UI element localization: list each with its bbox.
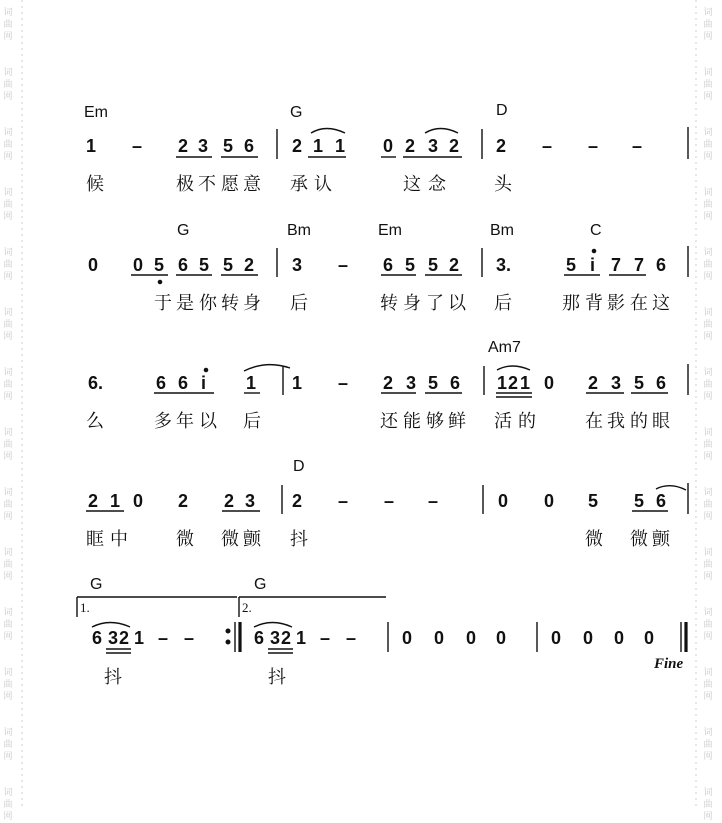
- lyric-char: 微: [585, 529, 603, 550]
- note: 2: [449, 136, 460, 156]
- note: –: [338, 491, 349, 511]
- watermark-char: 网: [3, 392, 13, 402]
- note: –: [632, 136, 643, 156]
- lyric-char: 身: [243, 293, 261, 314]
- watermark-char: 网: [703, 692, 713, 702]
- note: 2: [119, 628, 130, 648]
- lyric-char: 颤: [652, 529, 670, 550]
- lyric-char: 活: [494, 411, 512, 432]
- watermark-char: 网: [3, 452, 13, 462]
- watermark-char: 曲: [703, 260, 713, 270]
- lyric-char: 那: [562, 293, 580, 314]
- watermark-char: 词: [703, 548, 713, 558]
- lyric-char: 么: [86, 411, 104, 432]
- note: 0: [466, 628, 477, 648]
- note: 2: [508, 373, 519, 393]
- first-ending-label: 1.: [80, 600, 90, 615]
- watermark-char: 词: [703, 8, 713, 18]
- watermark-char: 词: [3, 668, 13, 678]
- watermark-char: 网: [703, 272, 713, 282]
- chord-label: Em: [84, 104, 108, 121]
- note: –: [384, 491, 395, 511]
- lyric-char: 极: [176, 174, 194, 195]
- chord-label: Bm: [490, 222, 514, 239]
- note: 1: [246, 373, 257, 393]
- note: 3: [270, 628, 281, 648]
- lyric-char: 后: [243, 411, 261, 432]
- chord-label: G: [290, 104, 303, 121]
- watermark-char: 曲: [3, 260, 13, 270]
- lyric-char: 不: [198, 174, 216, 195]
- watermark-char: 词: [703, 488, 713, 498]
- note: –: [158, 628, 169, 648]
- watermark-char: 曲: [3, 320, 13, 330]
- watermark-char: 词: [3, 728, 13, 738]
- note: 6: [178, 373, 189, 393]
- note: 5: [154, 255, 165, 275]
- watermark-char: 曲: [3, 200, 13, 210]
- lyric-char: 你: [199, 293, 217, 314]
- watermark-char: 曲: [703, 80, 713, 90]
- note: 1: [292, 373, 303, 393]
- watermark-char: 曲: [703, 200, 713, 210]
- lyric-char: 能: [403, 411, 421, 432]
- note: 2: [449, 255, 460, 275]
- watermark-char: 网: [703, 572, 713, 582]
- note: –: [320, 628, 331, 648]
- watermark-char: 词: [3, 428, 13, 438]
- watermark-char: 网: [703, 752, 713, 762]
- watermark-char: 曲: [703, 140, 713, 150]
- lyric-char: 念: [428, 174, 446, 195]
- lyric-char: 以: [448, 293, 466, 314]
- lyric-char: 后: [290, 293, 308, 314]
- note: –: [184, 628, 195, 648]
- watermark-char: 曲: [703, 380, 713, 390]
- watermark-char: 曲: [703, 500, 713, 510]
- lyric-char: 我: [607, 411, 625, 432]
- note: 3: [428, 136, 439, 156]
- watermark-char: 曲: [3, 440, 13, 450]
- watermark-char: 词: [3, 608, 13, 618]
- lyric-char: 微: [176, 529, 194, 550]
- watermark-char: 网: [703, 32, 713, 42]
- note: –: [346, 628, 357, 648]
- note: 5: [199, 255, 210, 275]
- watermark-char: 曲: [703, 20, 713, 30]
- chord-label: D: [496, 102, 508, 119]
- watermark-char: 词: [3, 308, 13, 318]
- note: –: [428, 491, 439, 511]
- note: 5: [634, 491, 645, 511]
- note: 0: [583, 628, 594, 648]
- note: 0: [496, 628, 507, 648]
- watermark-char: 词: [703, 128, 713, 138]
- note: 6: [244, 136, 255, 156]
- lyric-char: 候: [86, 174, 104, 195]
- watermark-char: 网: [3, 272, 13, 282]
- chord-label: G: [254, 576, 267, 593]
- lyric-char: 年: [176, 411, 194, 432]
- fine-marking: Fine: [654, 656, 684, 672]
- lyric-char: 多: [154, 411, 172, 432]
- watermark-char: 曲: [703, 740, 713, 750]
- note: 2: [496, 136, 507, 156]
- watermark-char: 词: [703, 668, 713, 678]
- note: 6: [92, 628, 103, 648]
- lyric-char: 后: [494, 293, 512, 314]
- note: 5: [223, 255, 234, 275]
- watermark-char: 网: [3, 332, 13, 342]
- watermark-char: 网: [3, 212, 13, 222]
- watermark-char: 网: [703, 632, 713, 642]
- watermark-char: 词: [703, 368, 713, 378]
- note: 0: [88, 255, 99, 275]
- note: 2: [224, 491, 235, 511]
- note: 3: [108, 628, 119, 648]
- note: i: [201, 373, 207, 393]
- watermark-char: 词: [3, 188, 13, 198]
- note: 1: [296, 628, 307, 648]
- lyric-char: 眶: [86, 529, 104, 550]
- watermark-char: 网: [703, 332, 713, 342]
- watermark-char: 网: [703, 152, 713, 162]
- note: 0: [434, 628, 445, 648]
- note: 2: [178, 136, 189, 156]
- note: 2: [292, 491, 303, 511]
- lyric-char: 转: [380, 293, 398, 314]
- lyric-char: 微: [221, 529, 239, 550]
- watermark-char: 词: [3, 548, 13, 558]
- note: 7: [634, 255, 645, 275]
- watermark-char: 曲: [3, 80, 13, 90]
- watermark-char: 网: [703, 452, 713, 462]
- note: 5: [405, 255, 416, 275]
- watermark-char: 曲: [703, 800, 713, 810]
- note: 3: [292, 255, 303, 275]
- watermark-char: 曲: [3, 500, 13, 510]
- note: 1: [497, 373, 508, 393]
- note: 0: [133, 255, 144, 275]
- lyric-char: 抖: [268, 667, 286, 688]
- note: –: [132, 136, 143, 156]
- note: 2: [405, 136, 416, 156]
- note: 1: [313, 136, 324, 156]
- note: 0: [544, 491, 555, 511]
- note: 3: [406, 373, 417, 393]
- lyric-char: 在: [585, 411, 603, 432]
- note: 1: [110, 491, 121, 511]
- note: 2: [281, 628, 292, 648]
- lyric-char: 意: [243, 174, 261, 195]
- note: 5: [428, 255, 439, 275]
- note: 5: [634, 373, 645, 393]
- watermark-char: 曲: [3, 800, 13, 810]
- note: 6.: [88, 373, 104, 393]
- watermark-char: 曲: [703, 680, 713, 690]
- note: 1: [335, 136, 346, 156]
- lyric-char: 头: [494, 174, 512, 195]
- watermark-char: 词: [3, 368, 13, 378]
- lyric-char: 在: [630, 293, 648, 314]
- lyric-char: 抖: [290, 529, 308, 550]
- watermark-char: 网: [3, 152, 13, 162]
- watermark-char: 曲: [3, 620, 13, 630]
- lyric-char: 承: [290, 174, 308, 195]
- note: 0: [544, 373, 555, 393]
- watermark-char: 网: [703, 212, 713, 222]
- watermark-char: 词: [703, 68, 713, 78]
- lyric-char: 眼: [652, 411, 670, 432]
- chord-label: G: [177, 222, 190, 239]
- watermark-char: 词: [3, 488, 13, 498]
- note: 5: [588, 491, 599, 511]
- watermark-char: 词: [703, 788, 713, 798]
- note: 5: [428, 373, 439, 393]
- note: 6: [383, 255, 394, 275]
- watermark-char: 网: [3, 692, 13, 702]
- lyric-char: 颤: [243, 529, 261, 550]
- lyric-char: 鲜: [448, 411, 466, 432]
- watermark-char: 词: [703, 728, 713, 738]
- lyric-char: 的: [630, 411, 648, 432]
- note: 6: [178, 255, 189, 275]
- note: 1: [520, 373, 531, 393]
- note: 2: [88, 491, 99, 511]
- note: 2: [178, 491, 189, 511]
- chord-label: D: [293, 458, 305, 475]
- lyric-char: 于: [154, 293, 172, 314]
- note: 6: [656, 491, 667, 511]
- note: –: [542, 136, 553, 156]
- note: 0: [644, 628, 655, 648]
- watermark-char: 词: [703, 608, 713, 618]
- watermark-char: 词: [3, 788, 13, 798]
- watermark-char: 曲: [3, 740, 13, 750]
- note: 2: [292, 136, 303, 156]
- watermark-char: 词: [703, 428, 713, 438]
- note: –: [338, 255, 349, 275]
- chord-label: Em: [378, 222, 402, 239]
- note: 5: [566, 255, 577, 275]
- watermark-char: 网: [3, 92, 13, 102]
- note: 6: [450, 373, 461, 393]
- note: 3: [611, 373, 622, 393]
- lyric-char: 这: [652, 293, 670, 314]
- lyric-char: 抖: [104, 667, 122, 688]
- note: 0: [383, 136, 394, 156]
- watermark-char: 网: [703, 512, 713, 522]
- note: 0: [551, 628, 562, 648]
- lyric-char: 中: [110, 529, 128, 550]
- watermark-char: 词: [3, 128, 13, 138]
- watermark-char: 曲: [3, 20, 13, 30]
- chord-label: Am7: [488, 339, 521, 356]
- note: 2: [588, 373, 599, 393]
- note: 3: [198, 136, 209, 156]
- chord-label: Bm: [287, 222, 311, 239]
- lyric-char: 以: [199, 411, 217, 432]
- lyric-char: 背: [585, 293, 603, 314]
- second-ending-label: 2.: [242, 600, 252, 615]
- note: i: [590, 255, 596, 275]
- lyric-char: 认: [314, 174, 332, 195]
- watermark-char: 曲: [703, 620, 713, 630]
- lyric-char: 这: [403, 174, 421, 195]
- watermark-char: 词: [3, 8, 13, 18]
- note: 2: [244, 255, 255, 275]
- lyric-char: 还: [380, 411, 398, 432]
- note: –: [338, 373, 349, 393]
- watermark-char: 曲: [703, 560, 713, 570]
- note: 3.: [496, 255, 512, 275]
- watermark-char: 曲: [3, 140, 13, 150]
- watermark-char: 曲: [3, 380, 13, 390]
- note: 1: [134, 628, 145, 648]
- note: 0: [133, 491, 144, 511]
- note: 6: [156, 373, 167, 393]
- lyric-char: 转: [221, 293, 239, 314]
- watermark-char: 词: [3, 68, 13, 78]
- watermark-char: 词: [703, 248, 713, 258]
- note: 6: [656, 373, 667, 393]
- watermark-char: 网: [703, 392, 713, 402]
- watermark-char: 词: [703, 188, 713, 198]
- note: 3: [245, 491, 256, 511]
- lyric-char: 影: [607, 293, 625, 314]
- chord-label: C: [590, 222, 602, 239]
- watermark-char: 网: [3, 752, 13, 762]
- chord-label: G: [90, 576, 103, 593]
- note: –: [588, 136, 599, 156]
- note: 7: [611, 255, 622, 275]
- lyric-char: 了: [426, 293, 444, 314]
- note: 0: [402, 628, 413, 648]
- note: 6: [656, 255, 667, 275]
- watermark-char: 网: [3, 512, 13, 522]
- lyric-char: 的: [518, 411, 536, 432]
- lyric-char: 是: [176, 293, 194, 314]
- watermark-char: 网: [3, 632, 13, 642]
- watermark-char: 曲: [703, 440, 713, 450]
- watermark-char: 词: [703, 308, 713, 318]
- watermark-char: 曲: [3, 560, 13, 570]
- note: 0: [614, 628, 625, 648]
- watermark-char: 网: [703, 92, 713, 102]
- note: 2: [383, 373, 394, 393]
- note: 5: [223, 136, 234, 156]
- lyric-char: 微: [630, 529, 648, 550]
- watermark-char: 网: [3, 812, 13, 822]
- note: 0: [498, 491, 509, 511]
- watermark-char: 网: [3, 32, 13, 42]
- watermark-char: 网: [703, 812, 713, 822]
- note: 6: [254, 628, 265, 648]
- lyric-char: 愿: [221, 174, 239, 195]
- note: 1: [86, 136, 97, 156]
- watermark-char: 曲: [3, 680, 13, 690]
- watermark-char: 曲: [703, 320, 713, 330]
- lyric-char: 够: [426, 411, 444, 432]
- lyric-char: 身: [403, 293, 421, 314]
- watermark-char: 词: [3, 248, 13, 258]
- watermark-char: 网: [3, 572, 13, 582]
